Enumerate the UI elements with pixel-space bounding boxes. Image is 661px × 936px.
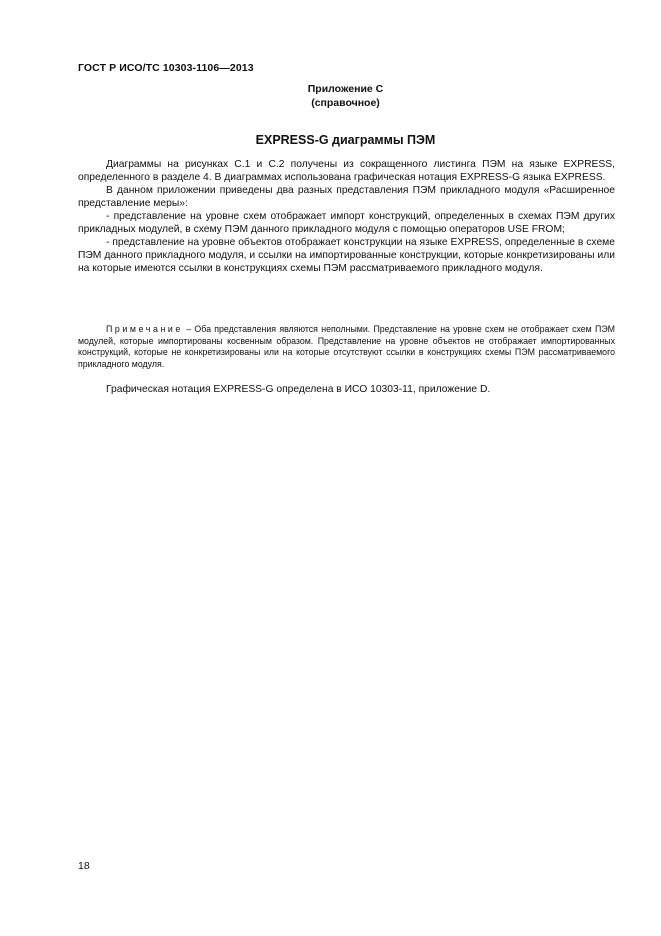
note-label: Примечание xyxy=(106,324,183,334)
note-block xyxy=(78,324,615,370)
note-text: – Оба представления являются неполными. Представление на уровне схем не отображает схем ПЭМ модулей, которые импортированы косвенным образом. Представление на уровне объектов не отображает импортированных конструкций, которые не конкретизированы или на которые отсутствуют ссылки в конструкциях схемы ПЭМ рассматриваемого прикладного модуля. xyxy=(78,324,615,369)
note-paragraph xyxy=(78,324,615,370)
annex-title: Приложение С xyxy=(307,83,384,95)
body-text xyxy=(78,158,615,275)
final-text xyxy=(78,383,615,396)
body-paragraph: - представление на уровне объектов отображает конструкции на языке EXPRESS, определенные в схеме ПЭМ данного прикладного модуля, и ссылки на импортированные конструкции, которые конкретизированы или на которые имеются ссылки в конструкциях схемы ПЭМ рассматриваемого прикладного модуля. xyxy=(78,237,615,274)
body-paragraph: Диаграммы на рисунках С.1 и С.2 получены из сокращенного листинга ПЭМ на языке EXPRESS, определенного в разделе 4. В диаграммах использована графическая нотация EXPRESS-G языка EXPRESS. xyxy=(78,159,615,183)
body-paragraph: - представление на уровне схем отображает импорт конструкций, определенных в схемах ПЭМ других прикладных модулей, в схему ПЭМ данного прикладного модуля с помощью операторов USE FROM; xyxy=(78,211,615,235)
final-paragraph: Графическая нотация EXPRESS-G определена в ИСО 10303-11, приложение D. xyxy=(106,384,491,395)
annex-heading xyxy=(0,82,661,110)
standard-code-header: ГОСТ Р ИСО/ТС 10303-1106—2013 xyxy=(78,62,254,74)
annex-status: (справочное) xyxy=(311,97,380,109)
body-paragraph: В данном приложении приведены два разных представления ПЭМ прикладного модуля «Расширенное представление меры»: xyxy=(78,185,615,209)
section-title: EXPRESS-G диаграммы ПЭМ xyxy=(255,133,436,147)
page-number: 18 xyxy=(78,860,90,872)
